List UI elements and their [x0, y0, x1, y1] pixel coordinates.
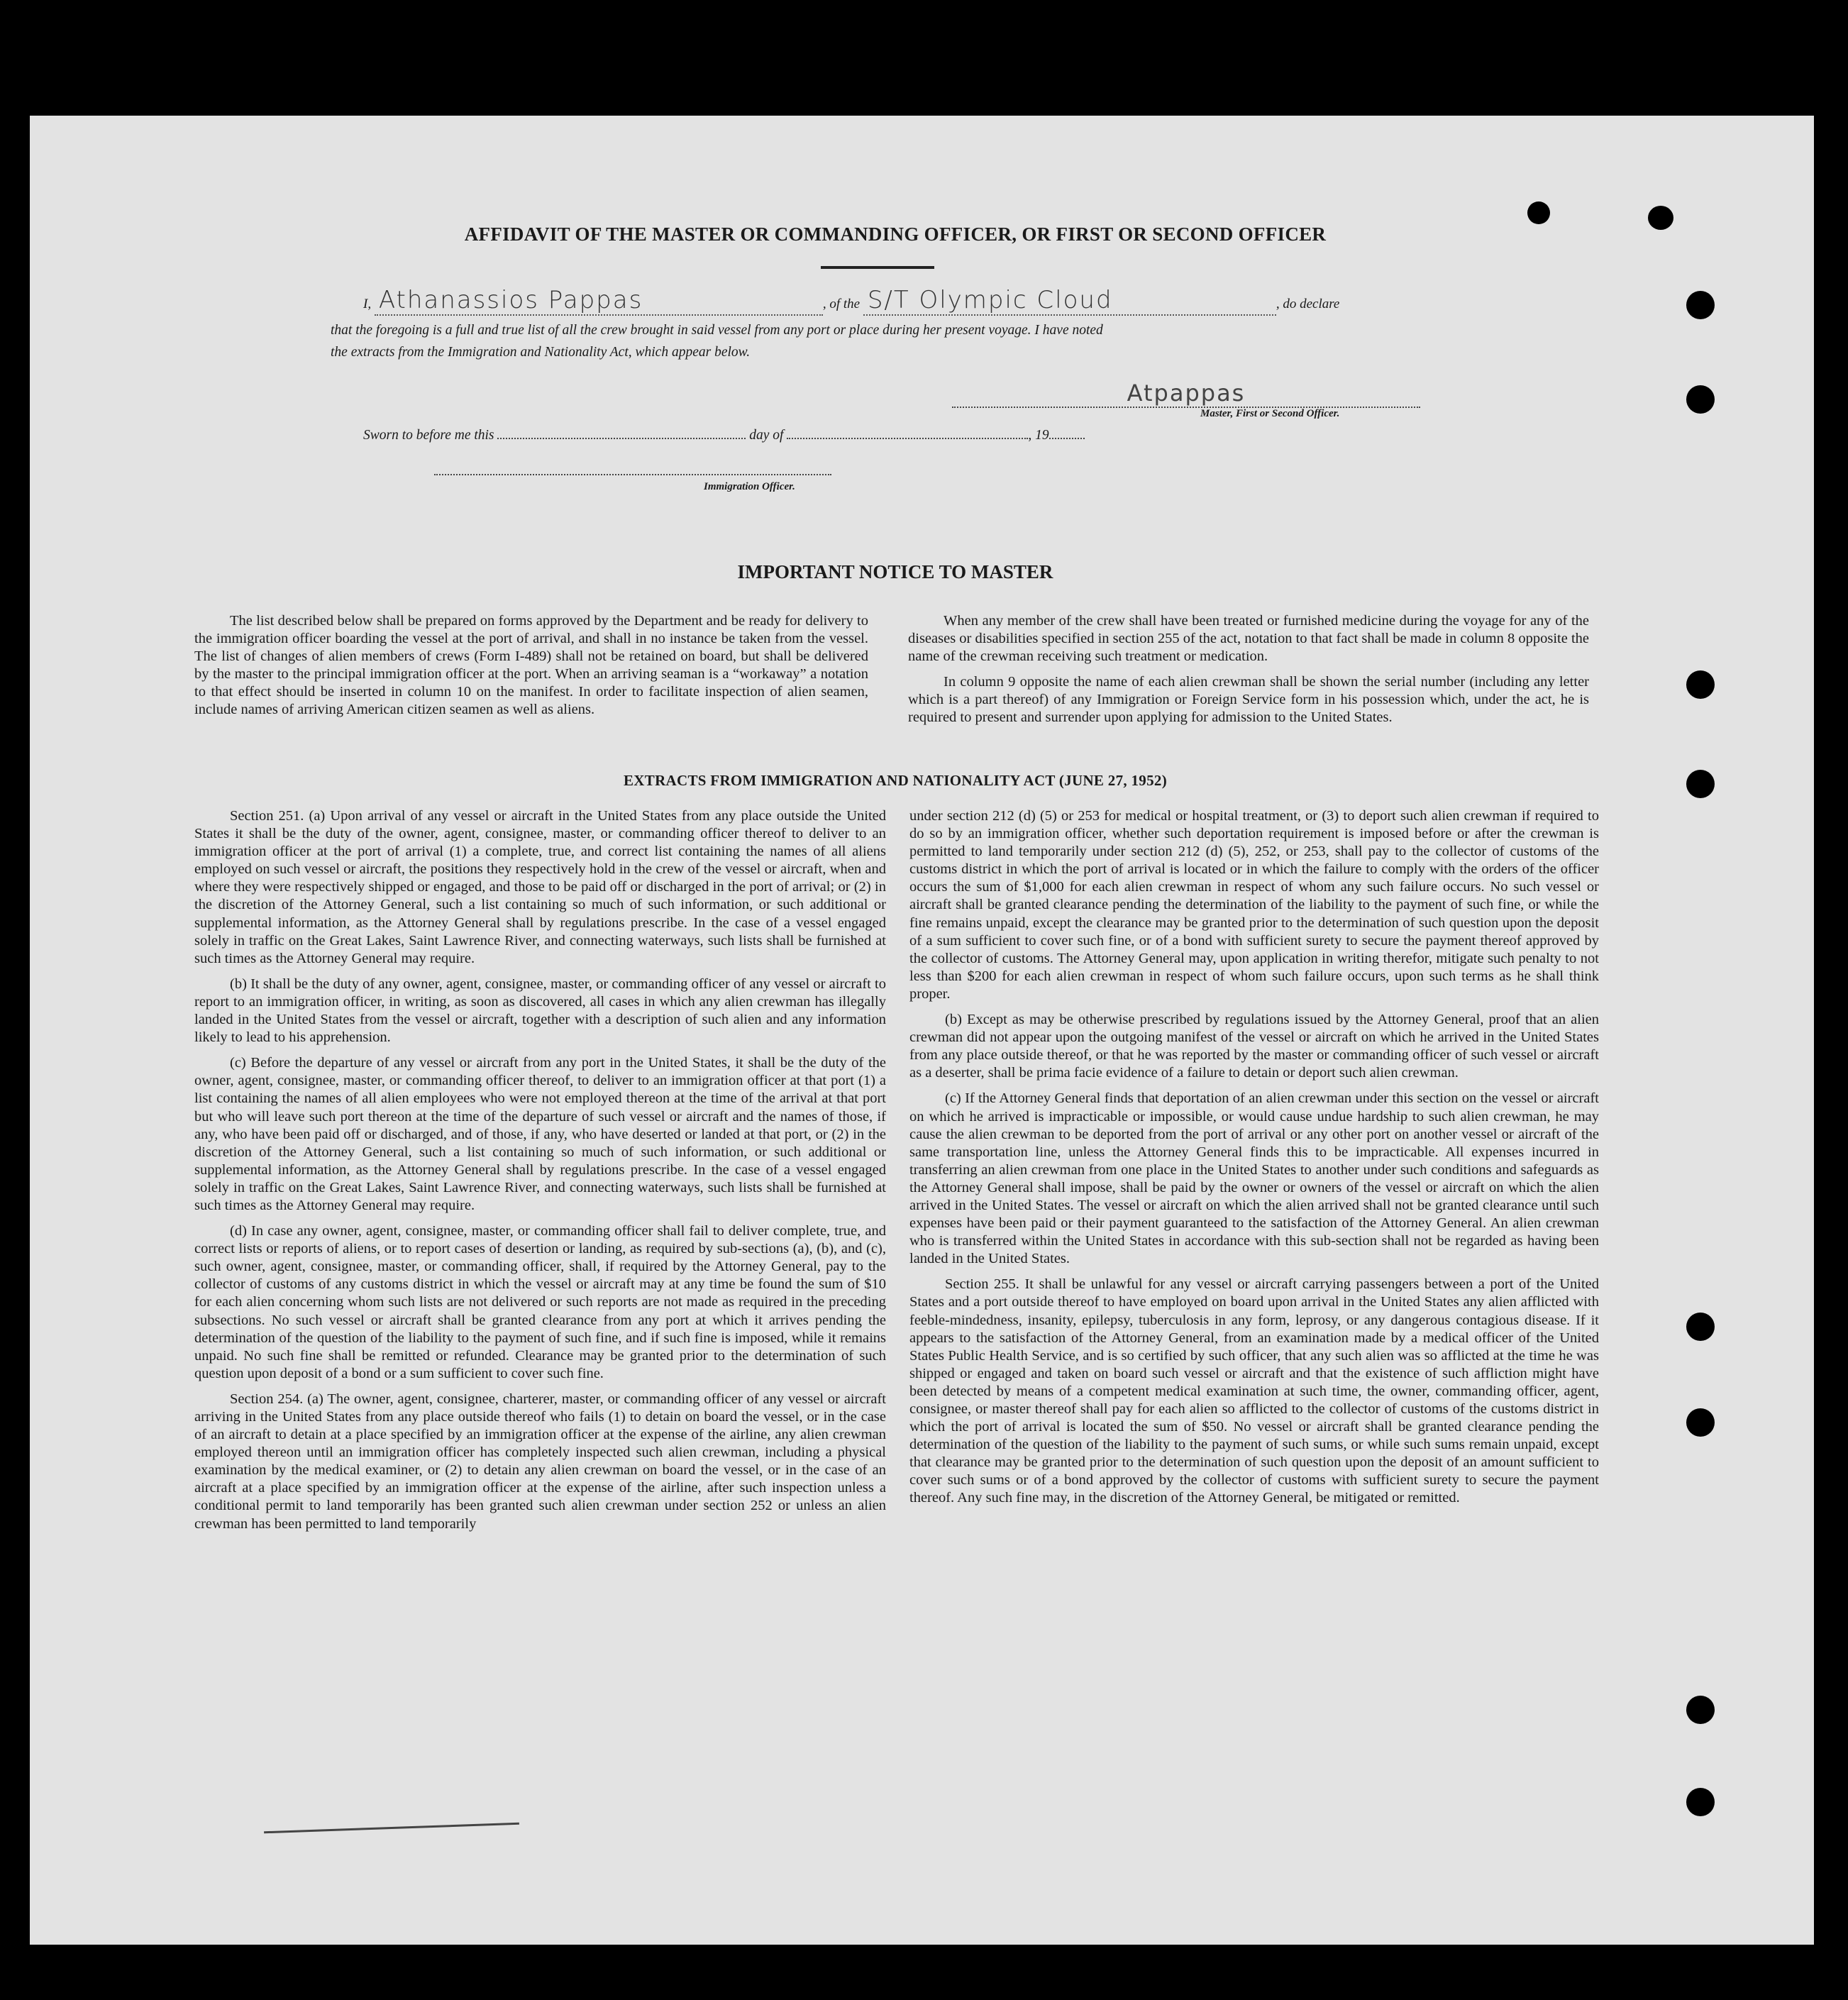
notice-right-column [908, 612, 1589, 734]
affidavit-line-1 [363, 286, 1339, 316]
extracts-title: EXTRACTS FROM IMMIGRATION AND NATIONALITY ACT (JUNE 27, 1952) [624, 772, 1167, 789]
extract-right-section-254c: (c) If the Attorney General finds that deportation of an alien crewman under this section on the vessel or aircraft on which he arrived is impracticable or impossible, or would cause undue hardship to such alien crewman, he may cause the alien crewman to be deported from the port of arrival or any other port on another vessel or aircraft of the same transportation line, unless the Attorney General finds this to be impracticable. All expenses incurred in transferring an alien crewman from one place in the United States to another under such conditions and safeguards as the Attorney General shall impose, shall be paid by the owner or owners of the vessel or aircraft on which the alien arrived in the United States. The vessel or aircraft on which the alien arrived shall not be granted clearance until such expenses have been paid or their payment guaranteed to the satisfaction of the Attorney General. An alien crewman who is transferred within the United States in accordance with this sub-section shall not be regarded as having been landed in the United States. [909, 1090, 1599, 1267]
pencil-mark [264, 1823, 519, 1834]
punch-hole-6 [1686, 770, 1715, 798]
extracts-left-column [194, 807, 886, 1541]
sworn-year-label: , 19 [1028, 428, 1049, 443]
notice-title: IMPORTANT NOTICE TO MASTER [737, 561, 1053, 582]
punch-hole-8 [1686, 1408, 1715, 1437]
punch-hole-10 [1686, 1788, 1715, 1816]
line1-suffix: , do declare [1276, 297, 1340, 311]
sworn-day-blank [497, 438, 746, 439]
sworn-prefix: Sworn to before me this [363, 428, 494, 443]
vessel-name-handwritten: S/T Olympic Cloud [863, 286, 1276, 316]
extract-left-section-251b: (b) It shall be the duty of any owner, agent, consignee, master, or commanding officer of any vessel or aircraft to report to an immigration officer, in writing, as soon as discovered, all cases in which any alien crewman has illegally landed in the United States from the vessel or aircraft, together with a description of such alien and any information likely to lead to his apprehension. [194, 976, 886, 1046]
extract-left-section-251d: (d) In case any owner, agent, consignee, master, or commanding officer shall fail to deliver complete, true, and correct lists or reports of aliens, or to report cases of desertion or landing, as required by sub-sections (a), (b), and (c), such owner, agent, consignee, master, or commanding officer, shall, if required by the Attorney General, pay to the collector of customs of any customs district in which the vessel or aircraft may at any time be found the sum of $10 for each alien concerning whom such lists are not delivered or such reports are not made as required in the preceding subsections. No such vessel or aircraft shall be granted clearance from any port at which it arrives pending the determination of the question of the liability to the payment of such fine, and if such fine is imposed, while it remains unpaid. No such fine shall be remitted or refunded. Clearance may be granted prior to the determination of such question upon deposit of a bond or a sum sufficient to cover such fine. [194, 1223, 886, 1381]
master-name-handwritten: Athanassios Pappas [375, 286, 823, 316]
extracts-right-column [909, 807, 1599, 1515]
line1-prefix: I, [363, 297, 372, 311]
sworn-day-label: day of [749, 428, 784, 443]
punch-hole-3 [1686, 291, 1715, 319]
officer-signature-line [434, 474, 831, 475]
officer-caption: Immigration Officer. [704, 481, 795, 492]
affidavit-title: AFFIDAVIT OF THE MASTER OR COMMANDING OFFICER, OR FIRST OR SECOND OFFICER [464, 223, 1327, 245]
master-signature: Atpappas [1127, 380, 1246, 407]
affidavit-line-3: the extracts from the Immigration and Nationality Act, which appear below. [331, 345, 751, 360]
extract-right-section-254a-cont: under section 212 (d) (5) or 253 for medical or hospital treatment, or (3) to deport such alien crewman if required to do so by an immigration officer, whether such deportation requirement is imposed before or after the crewman is permitted to land temporarily under section 212 (d) (5), 252, or 253, shall pay to the collector of customs of the customs district in which the port of arrival is located or in which the failure to comply with the orders of the officer occurs the sum of $1,000 for each alien crewman in respect of whom any such failure occurs. No such vessel or aircraft shall be granted clearance pending the determination of the liability to the payment of such fine, or while the fine remains unpaid, except the clearance may be granted prior to the determination of such question upon the deposit of a sum sufficient to cover such fine, or of a bond with sufficient surety to secure the payment thereof approved by the collector of customs. The Attorney General may, upon application in writing therefor, mitigate such penalty to not less than $200 for each alien crewman in respect of whom such failure occurs, upon such terms as he shall think proper. [909, 808, 1599, 1002]
punch-hole-5 [1686, 670, 1715, 699]
sworn-year-blank [1049, 438, 1085, 439]
punch-hole-4 [1686, 385, 1715, 414]
affidavit-line-2: that the foregoing is a full and true list of all the crew brought in said vessel from any port or place during her present voyage. I have noted [331, 323, 1103, 338]
title-rule [821, 266, 934, 269]
extract-right-section-255: Section 255. It shall be unlawful for any vessel or aircraft carrying passengers between a port of the United States and a port outside thereof to have employed on board upon arrival in the United States any alien afflicted with feeble-mindedness, insanity, epilepsy, tuberculosis in any form, leprosy, or any dangerous contagious disease. If it appears to the satisfaction of the Attorney General, from an examination made by a medical officer of the United States Public Health Service, and is so certified by such officer, that any such alien was so afflicted at the time he was shipped or engaged and taken on board such vessel or aircraft and that the existence of such affliction might have been detected by means of a competent medical examination at such time, the owner, commanding officer, agent, consignee, or master thereof shall pay for each alien so afflicted to the collector of customs of the customs district in which the port of arrival is located the sum of $50. No vessel or aircraft shall be granted clearance pending the determination of the question of the liability to the payment of such sums, or while such sums remain unpaid, except that clearance may be granted prior to the determination of such question upon the deposit of an amount sufficient to cover such sums or of a bond approved by the collector of customs with sufficient surety to secure the payment thereof. Any such fine may, in the discretion of the Attorney General, be mitigated or remitted. [909, 1276, 1599, 1506]
notice-left-column [194, 612, 868, 726]
punch-hole-1 [1527, 201, 1550, 224]
notice-left-paragraph: The list described below shall be prepared on forms approved by the Department and be ready for delivery to the immigration officer boarding the vessel at the port of arrival, and shall in no instance be taken from the vessel. The list of changes of alien members of crews (Form I-489) shall not be retained on board, but shall be delivered by the master to the principal immigration officer at the port. When an arriving seaman is a “workaway” a notation to that effect should be inserted in column 10 on the manifest. In order to facilitate inspection of alien seamen, include names of arriving American citizen seamen as well as aliens. [194, 613, 868, 717]
notice-right-paragraph-1: When any member of the crew shall have been treated or furnished medicine during the voyage for any of the diseases or disabilities specified in section 255 of the act, notation to that fact shall be made in column 8 opposite the name of the crewman receiving such treatment or medication. [908, 613, 1589, 664]
extract-left-section-254a: Section 254. (a) The owner, agent, consignee, charterer, master, or commanding officer of any vessel or aircraft arriving in the United States from any place outside thereof who fails (1) to detain on board the vessel, or in the case of an aircraft to detain at a place specified by an immigration officer at the expense of the airline, any alien crewman employed thereon until an immigration officer has completely inspected such alien crewman, including a physical examination by the medical examiner, or (2) to detain any alien crewman on board the vessel, or in the case of an aircraft at a place specified by an immigration officer at the expense of the airline, after such inspection unless a conditional permit to land temporarily has been granted such alien crewman under section 252 or unless an alien crewman has been permitted to land temporarily [194, 1391, 886, 1532]
extract-left-section-251a: Section 251. (a) Upon arrival of any vessel or aircraft in the United States from any place outside the United States it shall be the duty of the owner, agent, consignee, master, or commanding officer thereof to deliver to an immigration officer at the port of arrival (1) a complete, true, and correct list containing the names of all aliens employed on such vessel or aircraft, the positions they respectively hold in the crew of the vessel or aircraft, when and where they were respectively shipped or engaged, and those to be paid off or discharged in the port of arrival; or (2) in the discretion of the Attorney General, such a list containing so much of such information, or such additional or supplemental information, as the Attorney General shall by regulations prescribe. In the case of a vessel engaged solely in traffic on the Great Lakes, Saint Lawrence River, and connecting waterways, such lists shall be furnished at such times as the Attorney General may require. [194, 808, 886, 966]
extract-right-section-254b: (b) Except as may be otherwise prescribed by regulations issued by the Attorney General, proof that an alien crewman did not appear upon the outgoing manifest of the vessel or aircraft on which he arrived in the United States from any place outside thereof, or that he was reported by the master or commanding officer of such vessel or aircraft as a deserter, shall be prima facie evidence of a failure to detain or deport such alien crewman. [909, 1012, 1599, 1081]
line1-of: , of the [822, 297, 861, 311]
sworn-line [363, 428, 1085, 443]
punch-hole-9 [1686, 1696, 1715, 1724]
document-page [30, 116, 1814, 1945]
signature-line [952, 380, 1420, 408]
extract-left-section-251c: (c) Before the departure of any vessel or aircraft from any port in the United States, it shall be the duty of the owner, agent, consignee, master, or commanding officer thereof, to deliver to an immigration officer at that port (1) a list containing the names of all alien employees who were not employed thereon at the time of the arrival at that port but who will leave such port thereon at the time of the departure of such vessel or aircraft and the names of those, if any, who have been paid off or discharged, and of those, if any, who have deserted or landed at that port, or (2) in the discretion of the Attorney General, such a list containing so much of such information, or such additional or supplemental information, as the Attorney General shall by regulations prescribe. In the case of a vessel engaged solely in traffic on the Great Lakes, Saint Lawrence River, and connecting waterways, such lists shall be furnished at such times as the Attorney General may require. [194, 1055, 886, 1213]
punch-hole-2 [1648, 206, 1673, 230]
notice-right-paragraph-2: In column 9 opposite the name of each alien crewman shall be shown the serial number (including any letter which is a part thereof) of any Immigration or Foreign Service form in his possession which, under the act, he is required to present and surrender upon applying for admission to the United States. [908, 674, 1589, 725]
punch-hole-7 [1686, 1313, 1715, 1341]
sworn-month-blank [787, 438, 1028, 439]
signature-caption: Master, First or Second Officer. [1200, 408, 1340, 419]
